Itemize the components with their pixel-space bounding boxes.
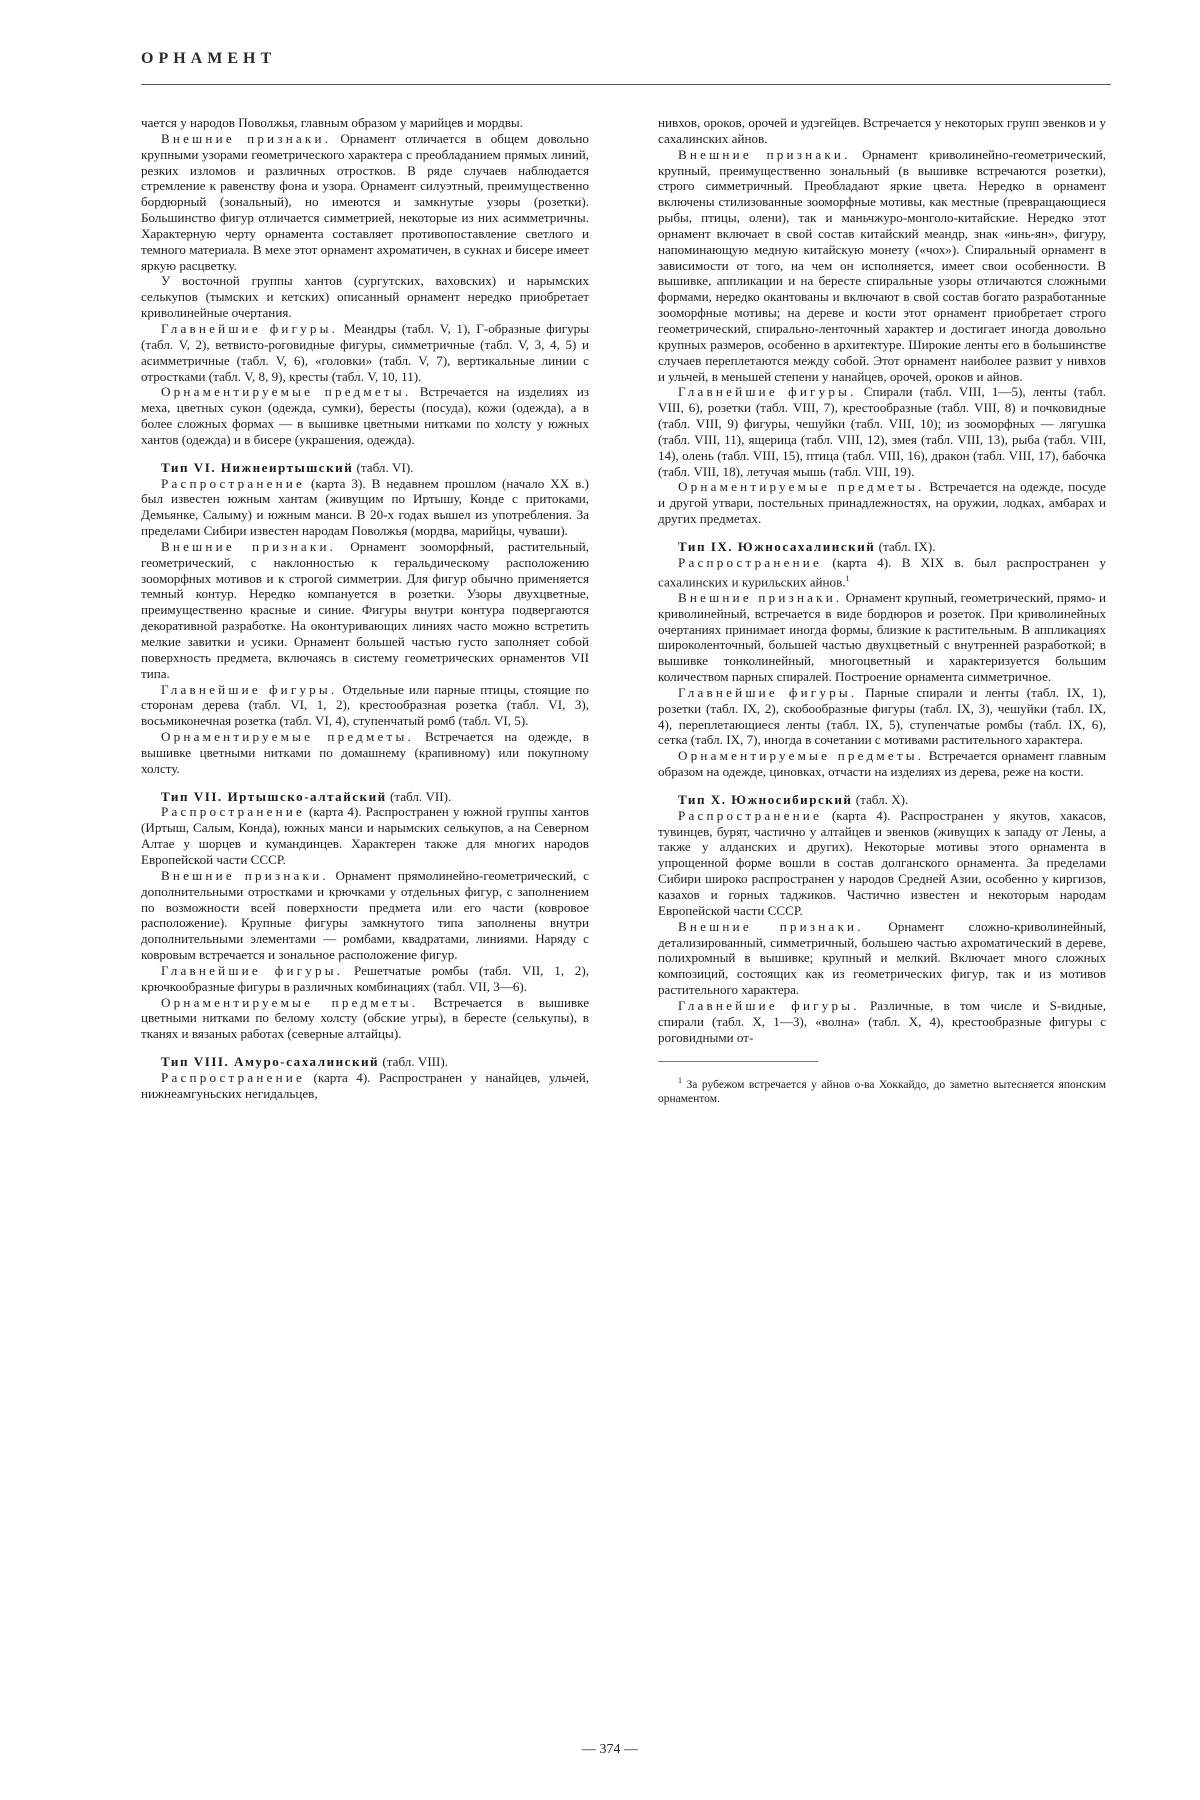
- paragraph: [141, 995, 589, 1043]
- paragraph-text: (карта 4). Распространен у нанайцев, ульчей, нижнеамгуньских негидальцев,: [141, 1069, 589, 1101]
- page-number: — 374 —: [582, 1742, 638, 1757]
- footnote-marker[interactable]: 1: [845, 573, 850, 583]
- paragraph-text: Встречается на одежде, посуде и другой утвари, постельных принадлежностях, на оружии, лодках, амбарах и других предметах.: [658, 479, 1106, 527]
- paragraph: [141, 115, 589, 131]
- run-in-heading: Орнаментируемые предметы.: [678, 479, 925, 495]
- paragraph: [658, 590, 1106, 685]
- section-title: Тип VIII. Амуро-сахалинский: [161, 1054, 380, 1070]
- paragraph: [658, 115, 1106, 147]
- section-title: Тип X. Южносибирский: [678, 791, 853, 807]
- left-column: [141, 115, 589, 1102]
- paragraph-text: (карта 4). Распространен у якутов, хакасов, тувинцев, бурят, частично у алтайцев и эвенков (живущих к западу от Лены, а также у алданских и других). Некоторые мотивы этого орнамента в упрощенной форме вошли в состав долганского орнамента. За пределами Сибири широко распространен у народов Средней Азии, особенно у киргизов, казахов и горных таджиков. Частично известен и некоторым народам Европейской части СССР.: [658, 807, 1106, 918]
- paragraph: [141, 1070, 589, 1102]
- paragraph: [658, 147, 1106, 385]
- run-in-heading: Внешние признаки.: [161, 130, 332, 146]
- paragraph-text: Орнамент сложно-криволинейный, детализированный, симметричный, большею частью ахроматический в дереве, полихромный в вышивке; крупный и мелкий. Включает много сложных композиций, состоящих как из геометрических фигур, так и из мотивов растительного характера.: [658, 918, 1106, 998]
- table-reference: (табл. VII).: [389, 788, 452, 804]
- table-reference: (табл. VI).: [356, 459, 414, 475]
- paragraph: [658, 808, 1106, 919]
- run-in-heading: Внешние признаки.: [678, 589, 843, 605]
- type-section-viii: [141, 1054, 589, 1102]
- paragraph-text: (карта 3). В недавнем прошлом (начало XX в.) был известен южным хантам (живущим по Иртышу, Конде с притоками, Демьянке, Салыму) и южным манси. В 20-х годах вышел из употребления. За пределами Сибири известен народам Поволжья (мордва, марийцы, чуваши).: [141, 475, 589, 539]
- run-in-heading: Главнейшие фигуры.: [678, 384, 857, 400]
- footnote: [658, 1074, 1106, 1106]
- paragraph: [141, 539, 589, 682]
- running-head: ОРНАМЕНТ: [141, 50, 277, 67]
- type-section-vi: [141, 460, 589, 777]
- paragraph-text: Встречается на изделиях из меха, цветных сукон (одежда, сумки), бересты (посуда), кожи (одежда), а в более сложных формах — в вышивке цветными нитками по холсту у южных хантов (одежда) и в бисере (украшения, одежда).: [141, 384, 590, 447]
- type-section-ix: [658, 539, 1106, 780]
- paragraph: [141, 321, 589, 384]
- type-section-x: [658, 792, 1106, 1046]
- paragraph-text: Меандры (табл. V, 1), Г-образные фигуры (табл. V, 2), ветвисто-роговидные фигуры, симметричные (табл. V, 3, 4, 5) и асимметричные (табл. V, 6), «головки» (табл. V, 7), вертикальные линии с отростками (табл. V, 8, 9), кресты (табл. V, 10, 11).: [141, 320, 589, 384]
- paragraph-text: Встречается орнамент главным образом на одежде, циновках, отчасти на изделиях из дерева, реже на кости.: [658, 748, 1106, 780]
- paragraph: [658, 748, 1106, 780]
- run-in-heading: Внешние признаки.: [678, 918, 864, 934]
- section-title: Тип VII. Иртышско-алтайский: [161, 788, 387, 804]
- paragraph: [658, 479, 1106, 527]
- paragraph: [141, 804, 589, 867]
- footnote-rule: [658, 1061, 818, 1062]
- paragraph: [141, 729, 589, 777]
- paragraph-text: Орнамент криволинейно-геометрический, крупный, преимущественно зональный (в вышивке встречаются розетки), строго симметричный. Преобладают яркие цвета. Нередко в орнамент включены стилизованные зооморфные мотивы, как местные (превращающиеся рыбы, птицы, олени), так и маньчжуро-монголо-китайские. Нередко этот орнамент включает в свой состав китайский меандр, знак «инь-ян», фигуру, напоминающую медную китайскую монету («чох»). Спиральный орнамент в зависимости от того, на чем он исполняется, имеет свои особенности. В вышивке, аппликации и на бересте спиральные узоры отличаются сложными формами, нередко окантованы и включают в свой состав богато разработанные зооморфные мотивы; на дереве и кости этот орнамент приобретает строго геометрический, спирально-ленточный характер и достигает иногда довольно крупных размеров, особенно в архитектуре. Широкие ленты его в большинстве случаев переплетаются между собой. Этот орнамент наиболее развит у нивхов и ульчей, в меньшей степени у нанайцев, орочей, ороков и айнов.: [658, 146, 1106, 384]
- run-in-heading: Распространение: [161, 804, 306, 820]
- run-in-heading: Внешние признаки.: [161, 867, 329, 883]
- type-section-vii: [141, 789, 589, 1043]
- paragraph: [141, 682, 589, 730]
- run-in-heading: Распространение: [161, 1069, 306, 1085]
- paragraph: [141, 273, 589, 321]
- run-in-heading: Орнаментируемые предметы.: [678, 748, 925, 764]
- paragraph-text: Орнамент крупный, геометрический, прямо- и криволинейный, встречается в виде бордюров и розеток. При криволинейных очертаниях принимает иногда формы, близкие к растительным. В аппликациях широколенточный, большей частью двухцветный с внутренней разработкой; в вышивке тонколинейный, многоцветный и характеризуется большим количеством парных спиралей. Построение орнамента симметричное.: [658, 589, 1106, 685]
- run-in-heading: Главнейшие фигуры.: [161, 681, 338, 697]
- paragraph-text: (карта 4). Распространен у южной группы хантов (Иртыш, Салым, Конда), южных манси и нарымских селькупов, а на Северном Алтае у шорцев и кумандинцев. Характерен также для многих народов Европейской части СССР.: [141, 804, 589, 867]
- run-in-heading: Орнаментируемые предметы.: [161, 994, 419, 1010]
- run-in-heading: Главнейшие фигуры.: [678, 684, 858, 700]
- paragraph-text: Орнамент зооморфный, растительный, геометрический, с наклонностью к геральдическому расположению зооморфных мотивов и к строгой симметрии. Для фигур обычно применяется темный контур. Нередко компануется в розетки. Узоры двухцветные, преимущественно красные и синие. Фигуры внутри контура подвергаются декоративной разработке. На оконтуривающих линиях часто можно встретить мелкие завитки и усики. Орнамент большей частью густо заполняет собой поверхность предмета, включаясь в систему геометрических орнаментов VII типа.: [141, 538, 589, 681]
- paragraph: [658, 998, 1106, 1046]
- paragraph: [658, 384, 1106, 479]
- paragraph-text: (карта 4). В XIX в. был распространен у сахалинских и курильских айнов.: [658, 554, 1106, 589]
- paragraph-text: Спирали (табл. VIII, 1—5), ленты (табл. VIII, 6), розетки (табл. VIII, 7), крестообразные (табл. VIII, 8) и почковидные (табл. VIII, 9) фигуры, чешуйки (табл. VIII, 10); из зооморфных — лягушка (табл. VIII, 11), ящерица (табл. VIII, 12), змея (табл. VIII, 13), рыба (табл. VIII, 14), олень (табл. VIII, 15), птица (табл. VIII, 16), дракон (табл. VIII, 17), бабочка (табл. VIII, 18), летучая мышь (табл. VIII, 19).: [658, 384, 1106, 479]
- run-in-heading: Главнейшие фигуры.: [161, 320, 339, 336]
- table-reference: (табл. IX).: [878, 538, 936, 554]
- run-in-heading: Распространение: [161, 475, 306, 491]
- paragraph: [658, 685, 1106, 748]
- paragraph-text: Парные спирали и ленты (табл. IX, 1), розетки (табл. IX, 2), скобообразные фигуры (табл. IX, 3), чешуйки (табл. IX, 4), переплетающиеся ленты (табл. IX, 5), ступенчатые ромбы (табл. IX, 6), сетка (табл. IX, 7), иногда в сочетании с мотивами растительного характера.: [658, 684, 1106, 748]
- section-title: Тип VI. Нижнеиртышский: [161, 459, 354, 475]
- footnote-text: За рубежом встречается у айнов о-ва Хоккайдо, до заметно вытесняется японским орнаментом.: [658, 1078, 1107, 1105]
- run-in-heading: Орнаментируемые предметы.: [161, 384, 412, 400]
- header-rule: [141, 84, 1111, 85]
- paragraph: [141, 868, 589, 963]
- paragraph-text: Встречается на одежде, в вышивке цветными нитками по домашнему (крапивному) или покупному холсту.: [141, 729, 589, 776]
- section-heading: [141, 460, 589, 476]
- paragraph: [141, 384, 589, 447]
- table-reference: (табл. VIII).: [382, 1054, 449, 1070]
- run-in-heading: Распространение: [678, 807, 823, 823]
- paragraph-text: нивхов, ороков, орочей и удэгейцев. Встречается у некоторых групп эвенков и у сахалинских айнов.: [658, 115, 1106, 146]
- run-in-heading: Главнейшие фигуры.: [161, 962, 344, 978]
- table-reference: (табл. X).: [855, 791, 909, 807]
- paragraph-text: Встречается в вышивке цветными нитками по белому холсту (обские угры), в бересте (селькупы), в тканях и вязаных работах (северные алтайцы).: [141, 994, 590, 1042]
- section-heading: [141, 789, 589, 805]
- run-in-heading: Распространение: [678, 554, 823, 570]
- paragraph-text: У восточной группы хантов (сургутских, ваховских) и нарымских селькупов (тымских и кетских) описанный орнамент нередко приобретает криволинейные очертания.: [141, 273, 589, 321]
- run-in-heading: Внешние признаки.: [161, 538, 337, 554]
- paragraph: [141, 131, 589, 274]
- paragraph-text: Орнамент отличается в общем довольно крупными узорами геометрического характера с преобладанием прямых линий, резких изломов и различных отростков. В ряде случаев наблюдается стремление к равенству фона и узора. Орнамент силуэтный, преимущественно бордюрный (зональный), но имеются и замкнутые узоры (розетки). Большинство фигур отличается симметрией, некоторые из них асимметричны. Характерную черту орнамента составляет противопоставление светлого и темного материала. В мехе этот орнамент ахроматичен, в сукнах и бисере имеет яркую расцветку.: [141, 130, 589, 273]
- paragraph-text: Орнамент прямолинейно-геометрический, с дополнительными отростками и крючками у отдельных фигур, с заполнением по возможности всей поверхности предмета или его части (ковровое расположение). Крупные фигуры замкнутого типа заполнены внутри дополнительными элементами — ромбами, квадратами, линиями. Наряду с ковровым встречается и зональное расположение фигур.: [141, 867, 589, 963]
- section-title: Тип IX. Южносахалинский: [678, 538, 876, 554]
- run-in-heading: Внешние признаки.: [678, 146, 851, 162]
- run-in-heading: Главнейшие фигуры.: [678, 997, 860, 1013]
- paragraph: [658, 555, 1106, 590]
- paragraph: [141, 476, 589, 539]
- paragraph: [141, 963, 589, 995]
- section-heading: [658, 539, 1106, 555]
- section-heading: [141, 1054, 589, 1070]
- paragraph-text: Отдельные или парные птицы, стоящие по сторонам дерева (табл. VI, 1, 2), крестообразная розетка (табл. VI, 3), восьмиконечная розетка (табл. VI, 4), ступенчатый ромб (табл. VI, 5).: [141, 681, 589, 729]
- paragraph-text: Различные, в том числе и S-видные, спирали (табл. X, 1—3), «волна» (табл. X, 4), крестообразные фигуры с роговидными от-: [658, 997, 1107, 1045]
- paragraph-text: Решетчатые ромбы (табл. VII, 1, 2), крючкообразные фигуры в различных комбинациях (табл. VII, 3—6).: [141, 962, 589, 994]
- section-heading: [658, 792, 1106, 808]
- right-column: [658, 115, 1106, 1117]
- run-in-heading: Орнаментируемые предметы.: [161, 729, 414, 745]
- footnote-number: 1: [678, 1075, 682, 1085]
- paragraph-text: чается у народов Поволжья, главным образом у марийцев и мордвы.: [141, 115, 523, 130]
- paragraph: [658, 919, 1106, 998]
